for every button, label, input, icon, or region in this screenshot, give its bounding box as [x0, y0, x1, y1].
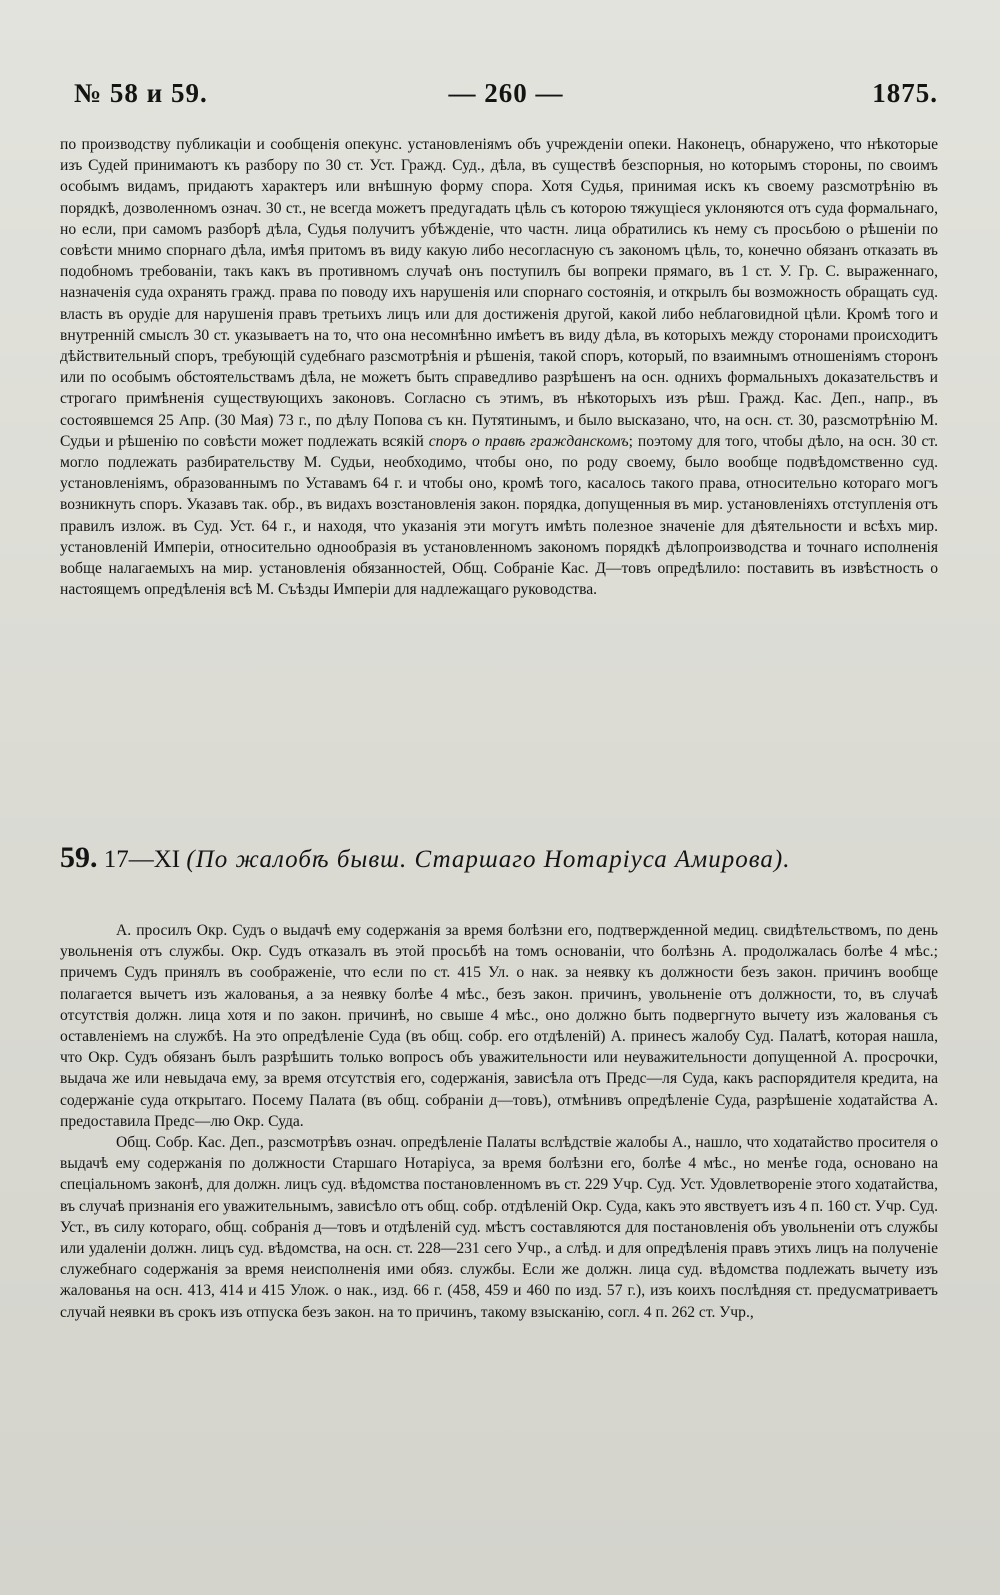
paragraph-text: по производству публикаціи и сообщенія опекунс. установленіямъ объ учрежденіи опеки. Наконецъ, обнаружено, что нѣкоторые изъ Судей принимаютъ къ разбору по 30 ст. Уст. Гражд. Суд., дѣла, въ существѣ безспорныя, но которымъ стороны, по своимъ особымъ видамъ, придаютъ характеръ или внѣшную форму спора. Хотя Судья, принимая искъ къ своему разсмотрѣнію въ порядкѣ, дозволенномъ означ. 30 ст., не всегда можетъ предугадать цѣль съ которою тяжущіеся уклоняются отъ суда формальнаго, но если, при самомъ разборѣ дѣла, Судья получитъ убѣжденіе, что частн. лица обратились къ нему съ просьбою о рѣшеніи по совѣсти мнимо спорнаго дѣла, имѣя притомъ въ виду какую либо несогласную съ закономъ цѣль, то, конечно обязанъ отказать въ подобномъ требованіи, такъ какъ въ противномъ случаѣ онъ поступилъ бы вопреки прямаго, въ 1 ст. У. Гр. С. выраженнаго, назначенія суда охранять гражд. права по поводу ихъ нарушенія или спорнаго состоянія, и открылъ бы возможность обращать суд. власть въ орудіе для нарушенія правъ третьихъ лицъ или для достиженія другой, какой либо неблаговидной цѣли. Кромѣ того и внутренній смыслъ 30 ст. указываетъ на то, что она несомнѣнно имѣетъ въ виду дѣла, въ которыхъ между сторонами происходитъ дѣйствительный споръ, требующій судебнаго разсмотрѣнія и рѣшенія, такой споръ, который, по взаимнымъ отношеніямъ сторонъ или по особымъ обстоятельствамъ дѣла, не можетъ быть справедливо разрѣшенъ на осн. однихъ формальныхъ доказательствъ и строгаго примѣненія существующихъ законовъ. Согласно съ этимъ, въ нѣкоторыхъ изъ рѣш. Гражд. Кас. Деп., напр., въ состоявшемся 25 Апр. (30 Мая) 73 г., по дѣлу Попова съ кн. Путятинымъ, и было высказано, что, на осн. ст. 30, разсмотрѣнію М. Судьи и рѣшенію по совѣсти может подлежать всякій: [60, 136, 938, 450]
decision-59-body: [60, 920, 938, 1323]
page-number: — 260 —: [448, 78, 564, 108]
decision-58-conclusion: [60, 134, 938, 600]
case-59-heading: [60, 842, 938, 875]
paragraph: [60, 134, 938, 600]
case-number: 59.: [60, 841, 98, 874]
case-date: 17—XI: [103, 846, 181, 873]
paragraph: А. просилъ Окр. Судъ о выдачѣ ему содержанія за время болѣзни его, подтвержденной медиц. свидѣтельствомъ, по день увольненія отъ службы. Окр. Судъ отказалъ въ этой просьбѣ на томъ основаніи, что болѣзнь А. продолжалась болѣе 4 мѣс.; причемъ Судъ принялъ въ соображеніе, что если по ст. 415 Ул. о нак. за неявку къ должности безъ закон. причинъ вообще полагается вычетъ изъ жалованья, а за неявку болѣе 4 мѣс., безъ закон. причинъ, увольненіе отъ должности, то, въ случаѣ отсутствія должн. лица хотя и по закон. причинѣ, но свыше 4 мѣс., оно должно быть подвергнуто вычету изъ жалованья съ оставленіемъ на службѣ. На это опредѣленіе Суда (въ общ. собр. его отдѣленій) А. принесъ жалобу Суд. Палатѣ, которая нашла, что Окр. Судъ обязанъ былъ разрѣшить только вопросъ объ уважительности или неуважительности допущенной А. просрочки, выдача же или невыдача ему, за время отсутствія его, содержанія, зависѣла отъ Предс—ля Суда, какъ распорядителя кредита, на содержаніе суда открытаго. Посему Палата (въ общ. собраніи д—товъ), отмѣнивъ опредѣленіе Суда, разрѣшеніе ходатайства А. предоставила Предс—лю Окр. Суда.: [60, 922, 938, 1130]
page-header: [74, 78, 938, 118]
year: 1875.: [872, 78, 938, 108]
paragraph-text-end: ; поэтому для того, чтобы дѣло, на осн. 30 ст. могло подлежать разбирательству М. Судьи, необходимо, чтобы оно, по роду своему, было вообще подвѣдомственно суд. установленіямъ, образованнымъ по Уставамъ 64 г. и чтобы оно, кромѣ того, касалось такого права, относительно котораго могъ возникнуть споръ. Указавъ так. обр., въ видахъ возстановленія закон. порядка, допущенныя въ мир. установленіяхъ отступленія отъ правилъ излож. въ Суд. Уст. 64 г., и находя, что указанія эти могутъ имѣть полезное значеніе для дѣятельности и всѣхъ мир. установленій Имперіи, относительно однообразія въ установленномъ закономъ порядкѣ дѣлопроизводства и точнаго исполненія вобще налагаемыхъ на мир. установленія обязанностей, Общ. Собраніе Кас. Д—товъ опредѣлило: поставить въ извѣстность о настоящемъ опредѣленія всѣ М. Съѣзды Имперіи для надлежащаго руководства.: [60, 432, 938, 599]
case-title: (По жалобѣ бывш. Старшаго Нотаріуса Амирова).: [186, 846, 791, 873]
issue-number: № 58 и 59.: [74, 78, 208, 108]
paragraph: Общ. Собр. Кас. Деп., разсмотрѣвъ означ. опредѣленіе Палаты вслѣдствіе жалобы А., нашло, что ходатайство просителя о выдачѣ ему содержанія по должности Старшаго Нотаріуса, за время болѣзни его, болѣе 4 мѣс., но менѣе года, основано на спеціальномъ законѣ, для должн. лицъ суд. вѣдомства постановленномъ въ ст. 229 Учр. Суд. Уст. Удовлетвореніе этого ходатайства, въ случаѣ признанія его уважительнымъ, зависѣло отъ общ. собр. отдѣленій Окр. Суда, какъ это явствуетъ изъ 4 п. 160 ст. Учр. Суд. Уст., въ силу котораго, общ. собранія д—товъ и отдѣленій суд. мѣстъ составляются для постановленія объ увольненіи отъ службы или удаленіи должн. лицъ суд. вѣдомства, на осн. ст. 228—231 сего Учр., а слѣд. и для опредѣленія правъ этихъ лицъ на полученіе служебнаго содержанія за время неисполненія ими обяз. службы. Если же должн. лица суд. вѣдомства подлежать вычету изъ жалованья на осн. 413, 414 и 415 Улож. о нак., изд. 66 г. (458, 459 и 460 по изд. 57 г.), изъ коихъ послѣдняя ст. предусматриваетъ случай неявки въ срокъ изъ отпуска безъ закон. на то причинъ, такому взысканію, согл. 4 п. 262 ст. Учр.,: [60, 1134, 938, 1321]
italic-phrase: споръ о правѣ гражданскомъ: [428, 432, 629, 450]
